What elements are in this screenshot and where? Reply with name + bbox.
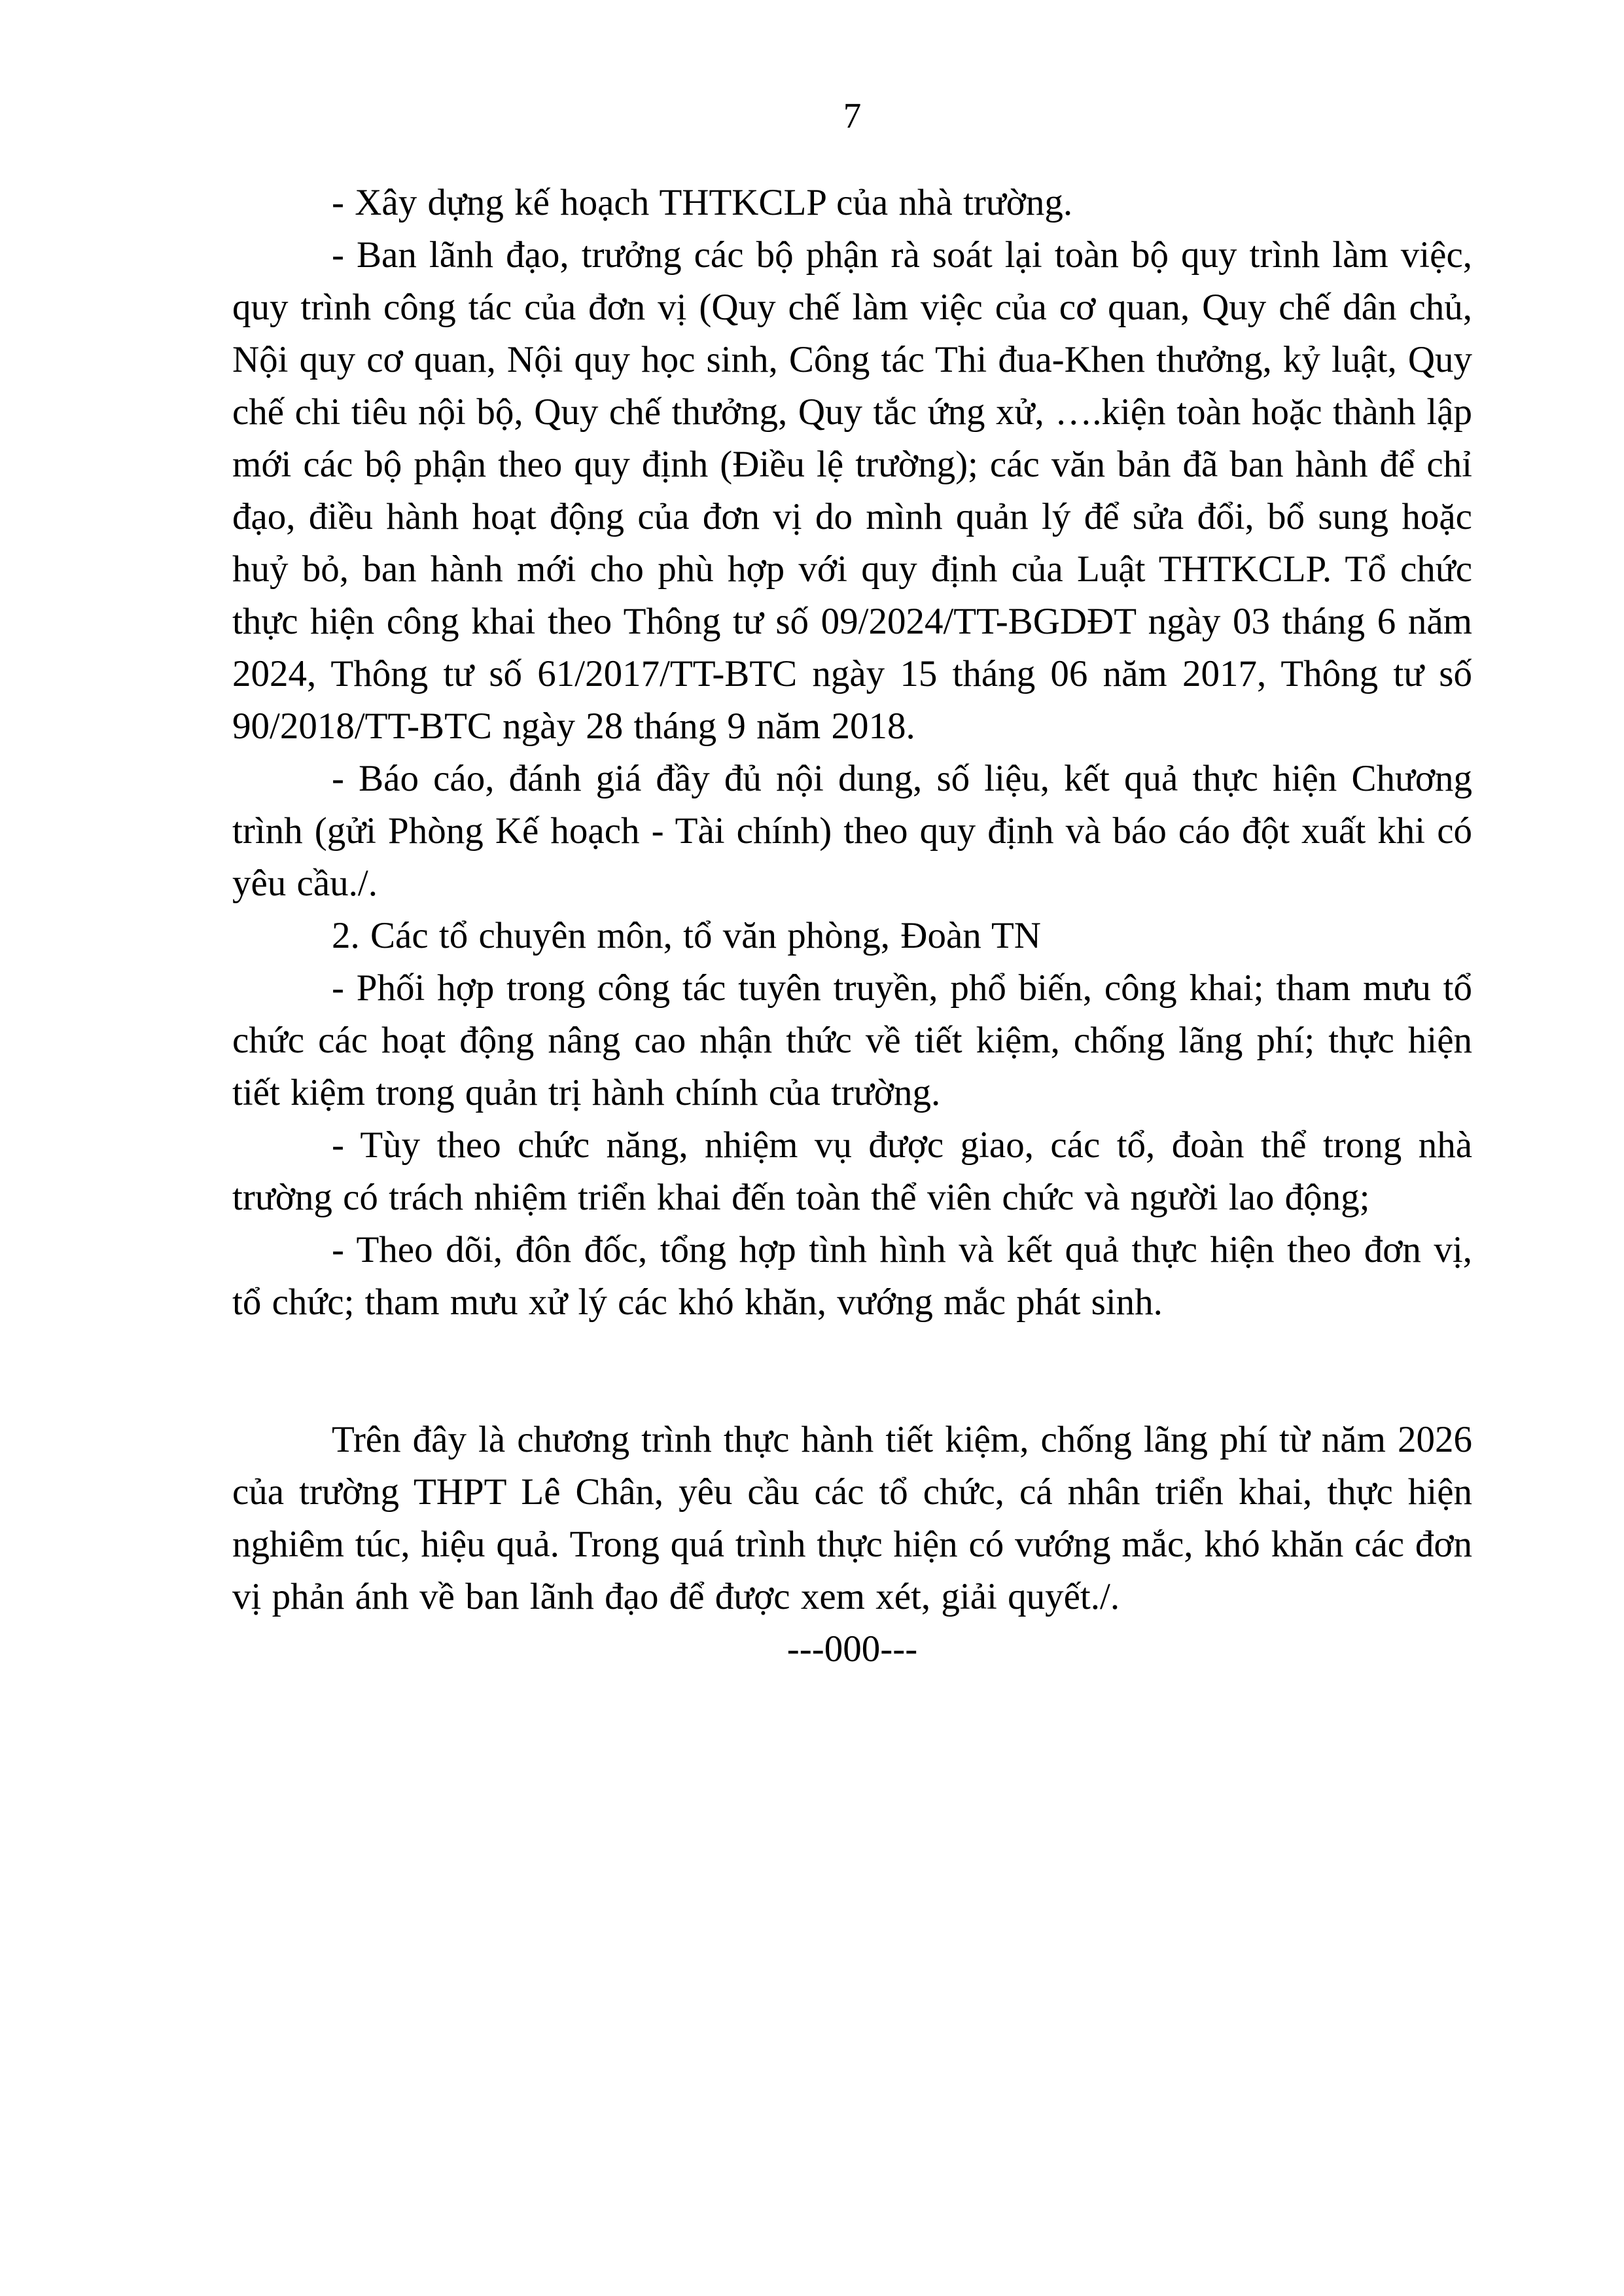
page-number: 7 (843, 96, 862, 135)
paragraph: - Xây dựng kế hoạch THTKCLP của nhà trường. (332, 182, 1073, 223)
paragraph: - Tùy theo chức năng, nhiệm vụ được giao, các tổ, đoàn thể trong nhà trường có trách nhiệm triển khai đến toàn thể viên chức và người lao động; (232, 1124, 1472, 1218)
closing-paragraph: Trên đây là chương trình thực hành tiết kiệm, chống lãng phí từ năm 2026 của trường THPT Lê Chân, yêu cầu các tổ chức, cá nhân triển khai, thực hiện nghiêm túc, hiệu quả. Trong quá trình thực hiện có vướng mắc, khó khăn các đơn vị phản ánh về ban lãnh đạo để được xem xét, giải quyết./. (232, 1419, 1472, 1617)
paragraph: - Theo dõi, đôn đốc, tổng hợp tình hình và kết quả thực hiện theo đơn vị, tổ chức; tham mưu xử lý các khó khăn, vướng mắc phát sinh. (232, 1229, 1472, 1323)
paragraph: - Phối hợp trong công tác tuyên truyền, phổ biến, công khai; tham mưu tổ chức các hoạt động nâng cao nhận thức về tiết kiệm, chống lãng phí; thực hiện tiết kiệm trong quản trị hành chính của trường. (232, 967, 1472, 1113)
paragraph: - Báo cáo, đánh giá đầy đủ nội dung, số liệu, kết quả thực hiện Chương trình (gửi Phòng Kế hoạch - Tài chính) theo quy định và báo cáo đột xuất khi có yêu cầu./. (232, 758, 1472, 904)
document-body (232, 177, 1472, 1676)
end-separator: ---000--- (786, 1628, 918, 1670)
section-heading-2: 2. Các tổ chuyên môn, tổ văn phòng, Đoàn TN (332, 915, 1041, 956)
paragraph: - Ban lãnh đạo, trưởng các bộ phận rà soát lại toàn bộ quy trình làm việc, quy trình công tác của đơn vị (Quy chế làm việc của cơ quan, Quy chế dân chủ, Nội quy cơ quan, Nội quy học sinh, Công tác Thi đua-Khen thưởng, kỷ luật, Quy chế chi tiêu nội bộ, Quy chế thưởng, Quy tắc ứng xử, ….kiện toàn hoặc thành lập mới các bộ phận theo quy định (Điều lệ trường); các văn bản đã ban hành để chỉ đạo, điều hành hoạt động của đơn vị do mình quản lý để sửa đổi, bổ sung hoặc huỷ bỏ, ban hành mới cho phù hợp với quy định của Luật THTKCLP. Tổ chức thực hiện công khai theo Thông tư số 09/2024/TT-BGDĐT ngày 03 tháng 6 năm 2024, Thông tư số 61/2017/TT-BTC ngày 15 tháng 06 năm 2017, Thông tư số 90/2018/TT-BTC ngày 28 tháng 9 năm 2018. (232, 234, 1472, 747)
